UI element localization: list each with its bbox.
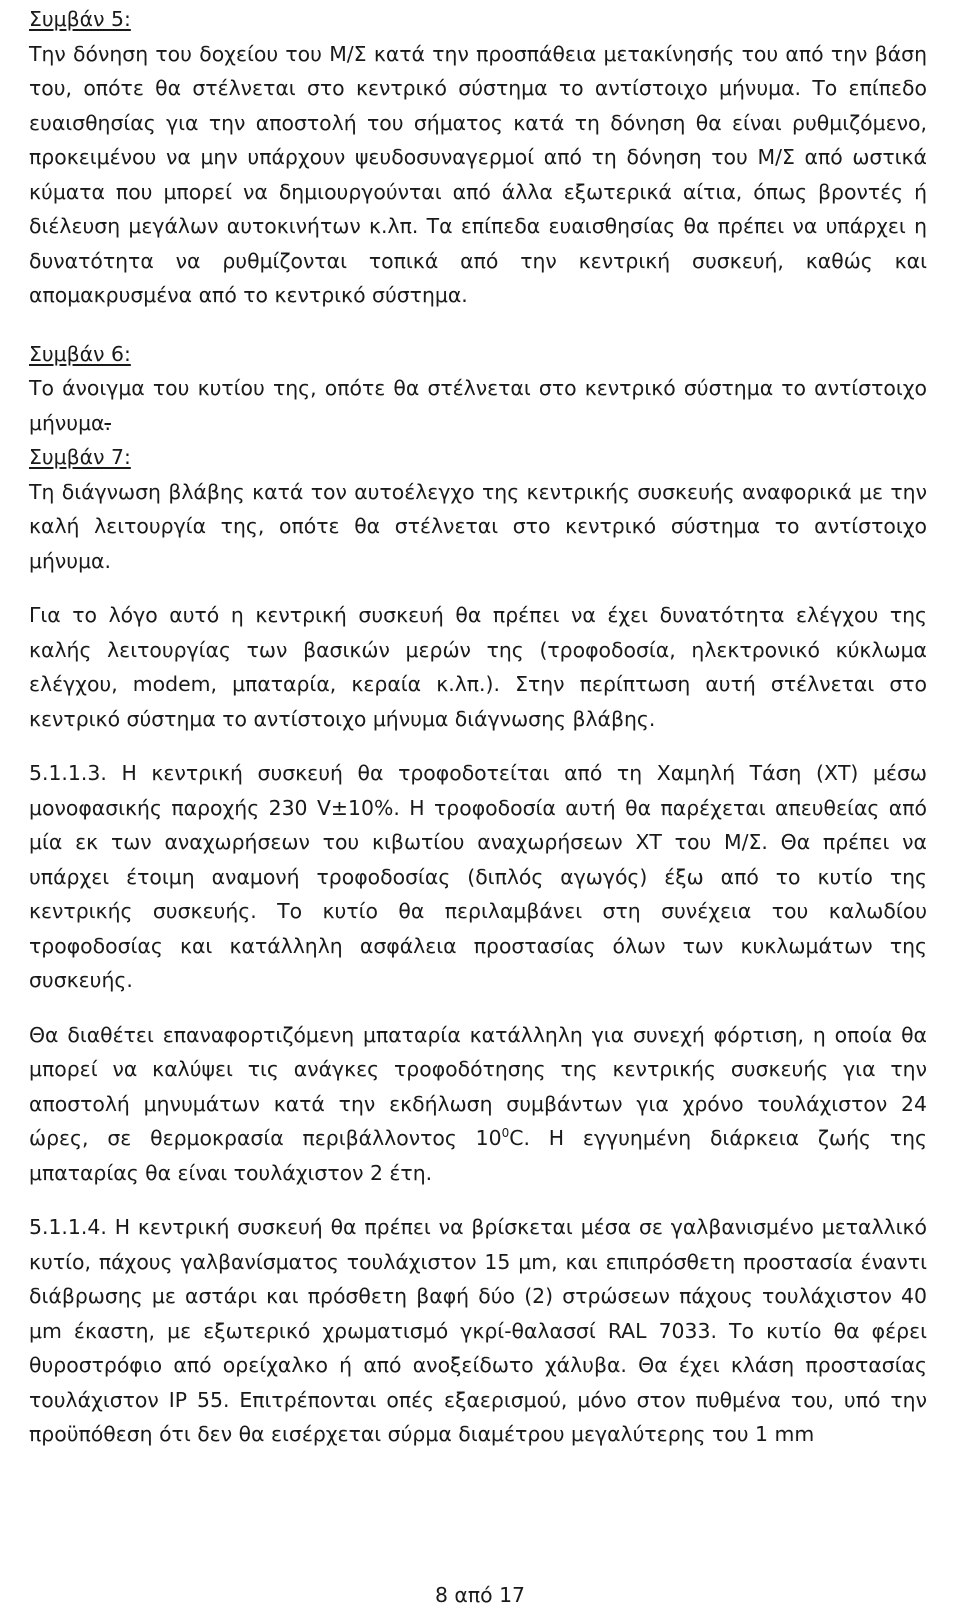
degree-superscript: 0 — [501, 1126, 510, 1141]
spacer — [29, 1190, 927, 1210]
spacer — [29, 313, 927, 337]
battery-text-before: Θα διαθέτει επαναφορτιζόμενη μπαταρία κατάλληλη για συνεχή φόρτιση, η οποία θα μπορεί να καλύψει τις ανάγκες τροφοδότησης της κεντρικής συσκευής για την αποστολή μηνυμάτων κατά την εκδήλωση συμβάντων για χρόνο τουλάχιστον 24 ώρες, σε θερμοκρασία περιβάλλοντος 10 — [29, 1022, 927, 1150]
event-6-text-end: . — [104, 410, 111, 435]
event-7-heading: Συμβάν 7: — [29, 445, 131, 469]
diagnosis-paragraph: Για το λόγο αυτό η κεντρική συσκευή θα πρέπει να έχει δυνατότητα ελέγχου της καλής λειτουργίας των βασικών μερών της (τροφοδοσία, ηλεκτρονικό κύκλωμα ελέγχου, modem, μπαταρία, κεραία κ.λπ.). Στην περίπτωση αυτή στέλνεται στο κεντρικό σύστημα το αντίστοιχο μήνυμα διάγνωσης βλάβης. — [29, 603, 927, 731]
page-number: 8 από 17 — [434, 1583, 526, 1607]
section-5-1-1-3-paragraph: 5.1.1.3. Η κεντρική συσκευή θα τροφοδοτείται από τη Χαμηλή Τάση (ΧΤ) μέσω μονοφασικής παροχής 230 V±10%. Η τροφοδοσία αυτή θα παρέχεται απευθείας από μία εκ των αναχωρήσεων του κιβωτίου αναχωρήσεων ΧΤ του Μ/Σ. Θα πρέπει να υπάρχει έτοιμη αναμονή τροφοδοσίας (διπλός αγωγός) έξω από το κυτίο της κεντρικής συσκευής. Το κυτίο θα περιλαμβάνει στη συνέχεια του καλωδίου τροφοδοσίας και κατάλληλη ασφάλεια προστασίας όλων των κυκλωμάτων της συσκευής. — [29, 761, 927, 992]
event-6-text-body: Το άνοιγμα του κυτίου της, οπότε θα στέλνεται στο κεντρικό σύστημα το αντίστοιχο μήνυμα — [29, 376, 927, 435]
document-page — [29, 2, 927, 1452]
event-6-heading: Συμβάν 6: — [29, 341, 131, 366]
battery-text-after: C. Η εγγυημένη διάρκεια ζωής της μπαταρίας θα είναι τουλάχιστον 2 έτη. — [29, 1126, 927, 1185]
spacer — [29, 578, 927, 598]
spacer — [29, 998, 927, 1018]
section-5-1-1-4-paragraph: 5.1.1.4. Η κεντρική συσκευή θα πρέπει να βρίσκεται μέσα σε γαλβανισμένο μεταλλικό κυτίο, πάχους γαλβανίσματος τουλάχιστον 15 μm, και επιπρόσθετη προστασία έναντι διάβρωσης με αστάρι και πρόσθετη βαφή δύο (2) στρώσεων πάχους τουλάχιστον 40 μm έκαστη, με εξωτερικό χρωματισμό γκρί-θαλασσί RAL 7033. Το κυτίο θα φέρει θυροστρόφιο από ορείχαλκο ή από ανοξείδωτο χάλυβα. Θα έχει κλάση προστασίας τουλάχιστον IP 55. Επιτρέπονται οπές εξαερισμού, μόνο στον πυθμένα του, υπό την προϋπόθεση ότι δεν θα εισέρχεται σύρμα διαμέτρου μεγαλύτερης του 1 mm — [29, 1215, 927, 1446]
spacer — [29, 736, 927, 756]
event-5-text: Την δόνηση του δοχείου του Μ/Σ κατά την προσπάθεια μετακίνησής του από την βάση του, οπότε θα στέλνεται στο κεντρικό σύστημα το αντίστοιχο μήνυμα. Το επίπεδο ευαισθησίας για την αποστολή του σήματος κατά τη δόνηση θα είναι ρυθμιζόμενο, προκειμένου να μην υπάρχουν ψευδοσυναγερμοί από τη δόνηση του Μ/Σ από ωστικά κύματα που μπορεί να δημιουργούνται από άλλα εξωτερικά αίτια, όπως βροντές ή διέλευση μεγάλων αυτοκινήτων κ.λπ. Τα επίπεδα ευαισθησίας θα πρέπει να υπάρχει η δυνατότητα να ρυθμίζονται τοπικά από την κεντρική συσκευή, καθώς και απομακρυσμένα από το κεντρικό σύστημα. — [29, 41, 927, 307]
battery-paragraph — [29, 1018, 927, 1191]
event-7-text: Τη διάγνωση βλάβης κατά τον αυτοέλεγχο της κεντρικής συσκευής αναφορικά με την καλή λειτουργία της, οπότε θα στέλνεται στο κεντρικό σύστημα το αντίστοιχο μήνυμα. — [29, 479, 927, 573]
event-5-heading: Συμβάν 5: — [29, 7, 131, 31]
event-6-text — [29, 371, 927, 440]
